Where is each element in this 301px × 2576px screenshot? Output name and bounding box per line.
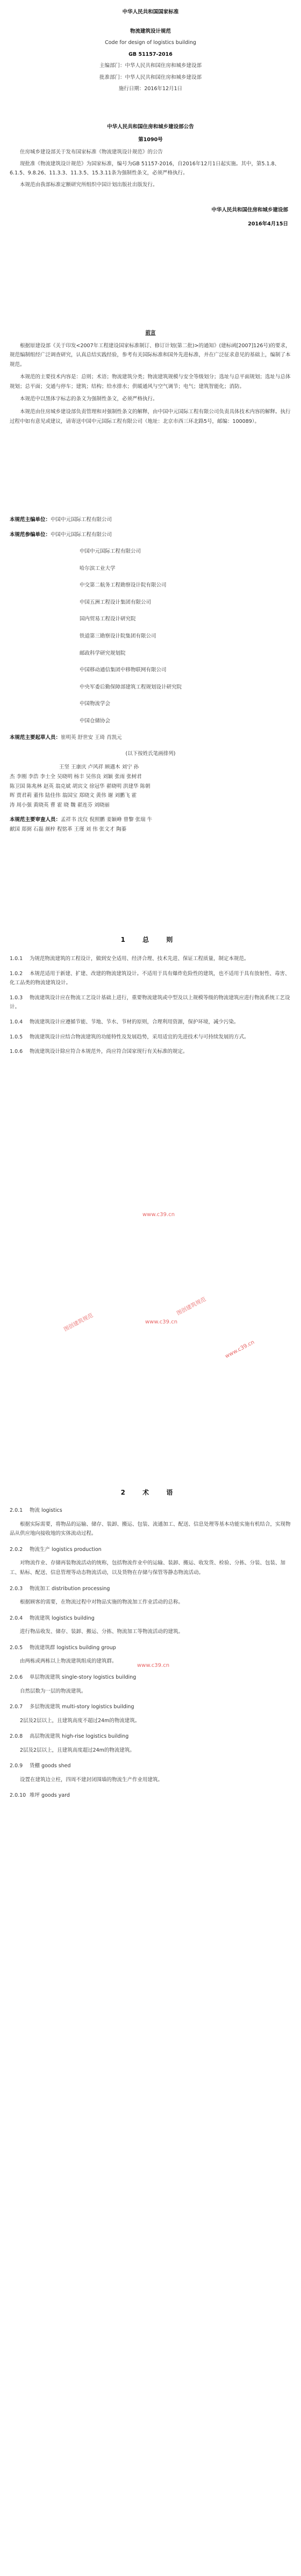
term-2-0-8 — [0, 1732, 301, 1755]
term-2-0-2 — [0, 1545, 301, 1578]
chief-unit-label: 本规范主编单位： — [10, 517, 51, 523]
term-name: 货棚 goods shed — [30, 1763, 71, 1769]
drafters-first: 崔明英 舒世安 王琦 肖凯元 — [61, 735, 122, 741]
clause-number: 1.0.3 — [10, 994, 23, 1001]
term-name: 物流 logistics — [30, 1507, 62, 1514]
chapter-2-terms — [0, 1506, 301, 1801]
announcement-date: 2016年4月15日 — [248, 221, 288, 227]
term-2-0-4 — [0, 1614, 301, 1637]
clause-1-0-4 — [0, 1018, 301, 1027]
term-number: 2.0.3 — [10, 1585, 23, 1592]
reviewers-row-first: 孟祥书 沈仪 倪照鹏 姜颖峰 曾黎 张瑞 牛 — [61, 817, 153, 823]
chief-unit-value: 中国中元国际工程有限公司 — [51, 517, 112, 523]
participant-unit: 哈尔滨工业大学 — [80, 565, 116, 572]
clause-number: 1.0.2 — [10, 970, 23, 977]
chapter-1-heading: 1 总 则 — [120, 936, 181, 943]
clause-text: 为规范物流建筑的工程设计，做到安全适用、经济合理、技术先进、保证工程质量，制定本规范。 — [30, 956, 249, 962]
units-section — [0, 515, 301, 834]
term-number: 2.0.1 — [10, 1507, 23, 1514]
term-number: 2.0.7 — [10, 1704, 23, 1710]
term-2-0-7 — [0, 1702, 301, 1725]
site-watermark: www.c39.cn — [142, 1212, 175, 1218]
term-2-0-9 — [0, 1761, 301, 1784]
term-name: 物流建筑群 logistics building group — [30, 1644, 116, 1651]
reviewers-label: 本规范主要审查人员： — [10, 817, 61, 823]
participant-unit: 中国中元国际工程有限公司 — [80, 548, 141, 555]
term-2-0-3 — [0, 1584, 301, 1607]
drafters-row: 陈卫国 陈兆林 赵英 翁克斌 胡宾文 徐冠华 翟晓明 洪建华 陈朝 — [10, 783, 150, 789]
clause-1-0-1 — [0, 954, 301, 964]
announcement-body: 现批准《物流建筑设计规范》为国家标准，编号为GB 51157-2016，自2016年12月1日起实施。其中，第5.1.8、6.1.5、9.8.26、11.3.3、11.3.5、15.3.11条为强制性条文，必须严格执行。 — [10, 160, 280, 177]
foreword-heading: 前言 — [145, 330, 156, 336]
chief-editor-department: 主编部门：中华人民共和国住房和城乡建设部 — [99, 63, 202, 69]
participant-unit-first: 中国中元国际工程有限公司 — [51, 531, 112, 538]
clause-text: 物流建筑设计除应符合本规范外，尚应符合国家现行有关标准的规定。 — [30, 1049, 188, 1055]
term-definition: 自然层数为一层的物流建筑。 — [20, 1688, 87, 1694]
clause-number: 1.0.1 — [10, 956, 23, 962]
term-definition: 进行物品收发、储存、装卸、搬运、分拣、物流加工等物流活动的建筑。 — [20, 1629, 184, 1635]
drafters-row: 涛 周小强 黄晓英 曹 霍 晓 魏 翟连芬 刘晓丽 — [10, 802, 110, 808]
term-2-0-1 — [0, 1506, 301, 1539]
clause-text: 物流建筑设计应结合物流建筑的功能特性及发展趋势，采用适宜的先进技术与可持续发展的方式。 — [30, 1034, 249, 1040]
participant-unit: 中国移动通信集团中移物联网有限公司 — [80, 667, 167, 674]
announcement-publish-note: 本规范由我部标准定额研究所组织中国计划出版社出版发行。 — [20, 181, 158, 188]
chapter-1-clauses — [0, 954, 301, 1057]
chapter-2-heading: 2 术 语 — [120, 1489, 181, 1496]
clause-number: 1.0.6 — [10, 1049, 23, 1055]
participant-unit: 国内贸易工程设计研究院 — [80, 616, 136, 623]
term-name: 高层物流建筑 high-rise logistics building — [30, 1733, 129, 1740]
approving-department: 批准部门：中华人民共和国住房和城乡建设部 — [99, 74, 202, 80]
effective-date: 施行日期：2016年12月1日 — [118, 86, 183, 92]
chapter-2-section — [0, 1487, 301, 1807]
clause-number: 1.0.5 — [10, 1034, 23, 1040]
clause-text: 本规范适用于新建、扩建、改建的物流建筑设计。不适用于具有爆炸危险性的建筑，也不适用于具有放射性、毒害、化工品类的物流建筑设计。 — [10, 970, 290, 986]
term-name: 多层物流建筑 multi-story logistics building — [30, 1704, 134, 1710]
drafters-label: 本规范主要起草人员： — [10, 735, 61, 741]
foreword-paragraph-2: 本规范的主要技术内容是：总则；术语；物流建筑分类；物流建筑规模与安全等级划分；选址与总平面规划；选址与总体规划；总平面；交通与停车；建筑；结构；给水排水；供暖通风与空气调节；电气；建筑智能化；消防。 — [10, 374, 291, 390]
foreword-paragraph-1: 根据原建设部《关于印发<2007年工程建设国家标准制订、修订计划(第二批)>的通知》(建标函[2007]126号)的要求，规范编制组经广泛调查研究，认真总结实践经验，参考有关国际标准和国外先进标准，并在广泛征求意见的基础上，编制了本规范。 — [10, 342, 291, 368]
foreword-section — [0, 328, 301, 426]
clause-1-0-6 — [0, 1047, 301, 1057]
announcement-number: 第1090号 — [138, 136, 163, 143]
participant-unit: 中交第二航务工程勘察设计院有限公司 — [80, 582, 167, 589]
term-number: 2.0.2 — [10, 1546, 23, 1553]
clause-1-0-5 — [0, 1033, 301, 1042]
announcement-signoff: 中华人民共和国住房和城乡建设部 — [211, 207, 288, 214]
standard-code: GB 51157-2016 — [128, 51, 173, 57]
site-watermark: www.c39.cn — [145, 1319, 178, 1325]
term-2-0-10 — [0, 1791, 301, 1801]
national-standard-label: 中华人民共和国国家标准 — [122, 9, 179, 15]
clause-text: 物流建筑设计应遵循节能、节地、节水、节材的原则，合理利用资源，保护环境，减少污染。 — [30, 1019, 239, 1025]
drafters-note: (以下按姓氏笔画排列) — [125, 750, 176, 757]
term-name: 物流生产 logistics production — [30, 1546, 102, 1553]
reviewers-line — [0, 815, 301, 825]
clause-1-0-3 — [0, 993, 301, 1012]
term-name: 单层物流建筑 single-story logistics building — [30, 1674, 137, 1680]
participant-unit: 邮政科学研究规划院 — [80, 650, 126, 656]
site-watermark: www.c39.cn — [224, 1339, 256, 1360]
standard-title-cn: 物流建筑设计规范 — [130, 28, 171, 34]
term-definition: 设置在建筑边立柱，四周不建封闭围墙的物流生产作业用建筑。 — [20, 1776, 163, 1783]
term-number: 2.0.8 — [10, 1733, 23, 1740]
participant-unit: 中央军委后勤保障部建筑工程规划设计研究院 — [80, 684, 182, 690]
foreword-paragraph-4: 本规范由住房城乡建设部负责管理和对强制性条文的解释，由中国中元国际工程有限公司负责具体技术内容的解释。执行过程中如有意见或建议，请寄送中国中元国际工程有限公司（地址：北京市西三环北路5号，邮编：100089）。 — [10, 408, 291, 425]
foreword-paragraph-3: 本规范中以黑体字标志的条文为强制性条文，必须严格执行。 — [20, 396, 158, 402]
participant-unit: 中国五洲工程设计集团有限公司 — [80, 599, 152, 605]
participant-units-line — [0, 530, 301, 540]
term-definition: 根据顾客的需要，在物流过程中对物品实施的物流加工作业活动的总称。 — [20, 1599, 184, 1606]
participant-unit: 中国仓储协会 — [80, 718, 111, 724]
clause-number: 1.0.4 — [10, 1019, 23, 1025]
term-number: 2.0.6 — [10, 1674, 23, 1680]
term-number: 2.0.5 — [10, 1644, 23, 1651]
chapter-1-section — [0, 934, 301, 1062]
term-definition: 根据实际需要，将物品的运输、储存、装卸、搬运、包装、流通加工、配送、信息处理等基本功能实施有机结合，实现物品从供应地向接收地的实体流动过程。 — [10, 1521, 291, 1537]
drafters-row: 晖 贾君莉 董伟 陆佳伟 翁国宝 郑晓文 黄伟 谢 刘鹏飞 霍 — [10, 793, 137, 799]
term-number: 2.0.10 — [10, 1792, 26, 1799]
standard-title-en: Code for design of logistics building — [105, 40, 196, 46]
announcement-heading: 住房城乡建设部关于发布国家标准《物流建筑设计规范》的公告 — [20, 149, 163, 156]
drafters-row: 王坚 王康庆 卢风祥 顾遇木 刘宁 孙 — [59, 764, 139, 771]
participant-units-label: 本规范参编单位： — [10, 531, 51, 538]
announcement-section — [0, 122, 301, 229]
term-definition: 2层及2层以上，且建筑高度不超过24m的物流建筑。 — [20, 1717, 140, 1724]
term-name: 物流加工 distribution processing — [30, 1585, 110, 1592]
participant-unit: 铁道第三勘察设计院集团有限公司 — [80, 633, 156, 639]
term-number: 2.0.9 — [10, 1763, 23, 1769]
chief-unit-line — [0, 515, 301, 525]
clause-1-0-2 — [0, 969, 301, 988]
term-definition: 2层及2层以上，且建筑高度超过24m的物流建筑。 — [20, 1747, 135, 1753]
drafters-line — [0, 733, 301, 743]
term-name: 物流建筑 logistics building — [30, 1615, 95, 1621]
brand-watermark: 图创建筑规范 — [63, 1312, 95, 1333]
term-2-0-6 — [0, 1673, 301, 1696]
brand-watermark: 图创建筑规范 — [176, 1296, 207, 1317]
participant-unit: 中国物流学会 — [80, 701, 111, 707]
term-number: 2.0.4 — [10, 1615, 23, 1621]
participant-units-list — [0, 547, 301, 726]
clause-text: 物流建筑设计应在物流工艺设计基础上进行，重要物流建筑或中型及以上规模等级的物流建筑应进行物流系统工艺设计。 — [10, 994, 290, 1011]
ministry-announcement-title: 中华人民共和国住房和城乡建设部公告 — [107, 124, 194, 130]
term-definition: 对物流作业、存储再装物流活动的统称，包括物流作业中的运输、装卸、搬运、收发货、检验、分拣、分装、包装、加工、贴标、配送、信息管理等动态物流活动，以及货物在存储与保管等静态物流活动。 — [10, 1560, 286, 1576]
site-watermark: www.c39.cn — [137, 1663, 170, 1668]
reviewers-row: 献国 郑弼 石磊 颜梓 程铭革 王瑾 刘 伟 张文才 陶蓁 — [10, 826, 127, 832]
term-definition: 由两栋或两栋以上物流建筑组成的建筑群。 — [20, 1658, 117, 1665]
standard-header — [0, 8, 301, 94]
term-name: 堆坪 goods yard — [30, 1792, 70, 1799]
drafters-row: 杰 李刚 李浩 李士全 吴晓明 杨丰 吴伟良 刘颖 张雨 张树君 — [10, 774, 142, 780]
